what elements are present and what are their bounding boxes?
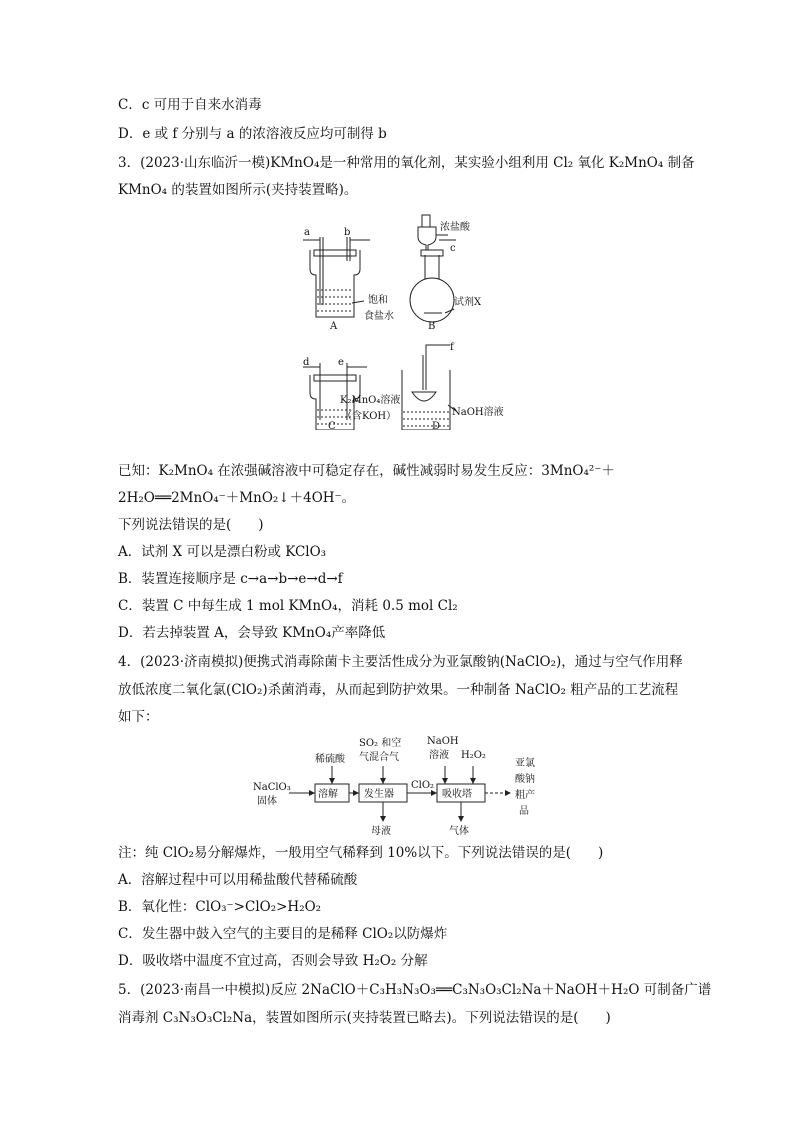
flow-dilute-h2so4: 稀硫酸 [315,754,345,765]
option-d-q3: D．若去掉装置 A，会导致 KMnO₄产率降低 [118,625,386,641]
flow-product-4: 品 [519,806,529,817]
label-a: a [304,227,310,238]
option-c-q4: C．发生器中鼓入空气的主要目的是稀释 ClO₂以防爆炸 [118,926,448,942]
label-bottle-a: A [330,321,338,332]
question-5-stem-cont: 消毒剂 C₃N₃O₃Cl₂Na，装置如图所示(夹持装置已略去)。下列说法错误的是( ) [118,1010,611,1026]
flow-so2-air-2: 气混合气 [359,752,399,763]
flow-start-1: NaClO₃ [253,782,291,793]
flow-h2o2: H₂O₂ [461,750,486,761]
label-bottle-c: C [328,421,336,430]
bottle-a [303,237,370,317]
question-5-stem: 5．(2023·南昌一中模拟)反应 2NaClO＋C₃H₃N₃O₃══C₃N₃O₃Cl₂Na＋NaOH＋H₂O 可制备广谱 [118,982,712,998]
process-flow-diagram [245,728,575,843]
given-equation: 2H₂O══2MnO₄⁻＋MnO₂↓＋4OH⁻。 [118,490,356,506]
label-flask-b: B [428,321,436,332]
flow-start-2: 固体 [257,796,277,807]
flow-clo2: ClO₂ [411,780,435,791]
flow-so2-air-1: SO₂ 和空 [359,738,402,749]
option-a-q3: A．试剂 X 可以是漂白粉或 KClO₃ [118,544,327,560]
question-3-stem: 3．(2023·山东临沂一模)KMnO₄是一种常用的氧化剂，某实验小组利用 Cl₂ 氧化 K₂MnO₄ 制备 [118,155,695,171]
option-c-q2: C．c 可用于自来水消毒 [118,97,262,113]
beaker-d [402,345,456,430]
flow-product-3: 粗产 [515,790,535,801]
option-c-q3: C．装置 C 中每生成 1 mol KMnO₄，消耗 0.5 mol Cl₂ [118,598,458,614]
question-3-prompt: 下列说法错误的是( ) [118,517,264,533]
flow-gas: 气体 [449,826,469,837]
flow-mother-liquor: 母液 [371,826,391,837]
label-beaker-d: D [432,421,441,430]
option-d-q4: D．吸收塔中温度不宜过高，否则会导致 H₂O₂ 分解 [118,953,428,969]
flow-absorber: 吸收塔 [442,789,472,800]
label-d: d [303,357,310,368]
flow-product-1: 亚氯 [515,758,535,769]
option-d-q2: D．e 或 f 分别与 a 的浓溶液反应均可制得 b [118,126,387,142]
flow-dissolve: 溶解 [318,789,338,800]
apparatus-figure [290,205,530,430]
label-e: e [338,357,344,368]
question-3-stem-cont: KMnO₄ 的装置如图所示(夹持装置略)。 [118,182,358,198]
question-4-stem: 4．(2023·济南模拟)便携式消毒除菌卡主要活性成分为亚氯酸钠(NaClO₂)，通过与空气作用释 [118,654,683,670]
flow-product-2: 酸钠 [515,774,535,785]
flow-generator: 发生器 [364,789,394,800]
question-4-stem-end: 如下： [118,709,159,725]
option-b-q4: B．氧化性：ClO₃⁻>ClO₂>H₂O₂ [118,899,322,915]
option-a-q4: A．溶解过程中可以用稀盐酸代替稀硫酸 [118,872,358,888]
label-c: c [450,243,456,254]
flow-note: 注：纯 ClO₂易分解爆炸，一般用空气稀释到 10%以下。下列说法错误的是( ) [118,845,604,861]
label-k2mno4-2: （含KOH） [342,411,397,422]
label-b: b [344,227,351,238]
label-naoh: NaOH溶液 [452,407,504,418]
given-info: 已知：K₂MnO₄ 在浓强碱溶液中可稳定存在，碱性减弱时易发生反应：3MnO₄²⁻＋ [118,463,615,479]
label-brine-2: 食盐水 [364,311,394,322]
label-conc-hcl: 浓盐酸 [440,222,470,233]
label-f: f [450,342,454,353]
flow-naoh-1: NaOH [427,736,459,747]
label-brine-1: 饱和 [368,295,388,306]
option-b-q3: B．装置连接顺序是 c→a→b→e→d→f [118,571,343,587]
label-k2mno4-1: K₂MnO₄溶液 [340,395,401,406]
question-4-stem-cont: 放低浓度二氧化氯(ClO₂)杀菌消毒，从而起到防护效果。一种制备 NaClO₂ 粗产品的工艺流程 [118,682,679,698]
label-reagent-x: 试剂X [454,297,482,308]
flow-naoh-2: 溶液 [429,750,449,761]
